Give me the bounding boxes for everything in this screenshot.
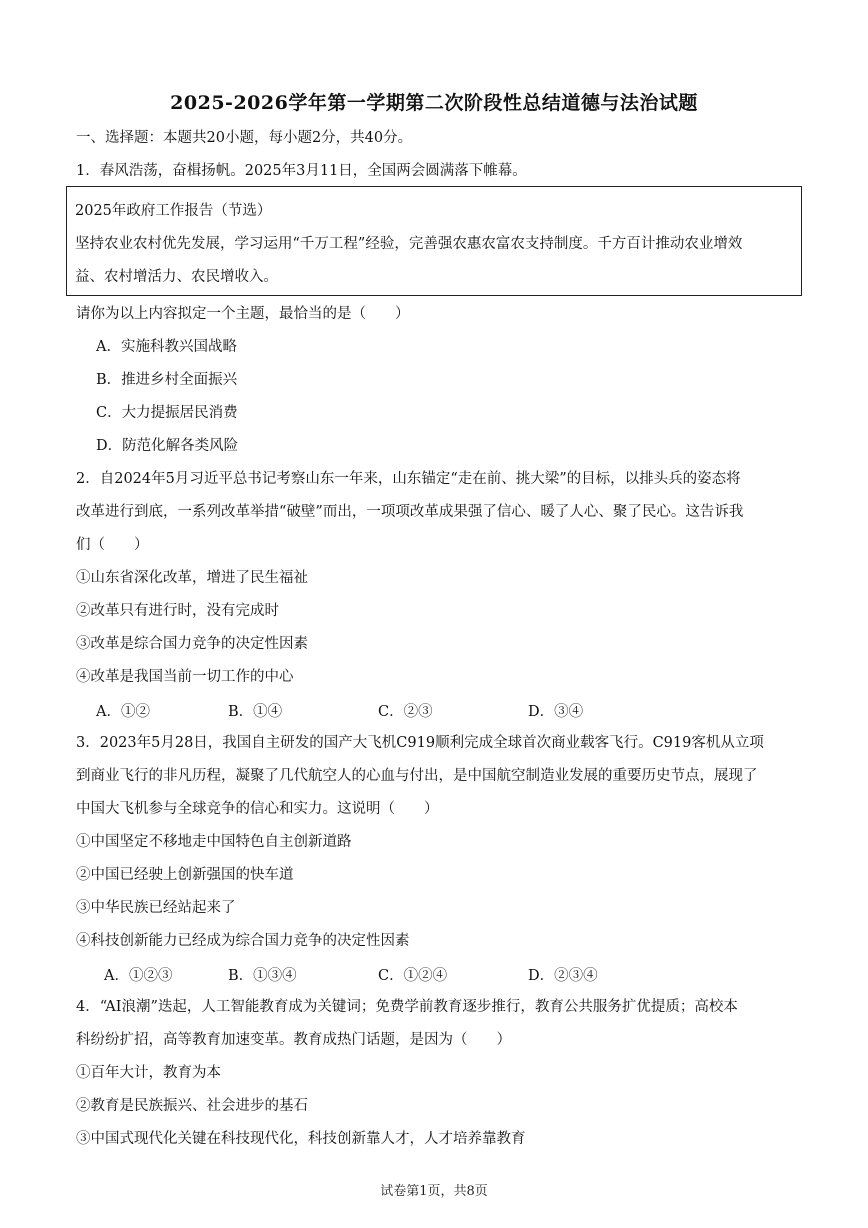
q1-option-a[interactable]: A．实施科教兴国战略 (96, 339, 237, 355)
q3-line1: 3．2023年5月28日，我国自主研发的国产大飞机C919顺利完成全球首次商业载客飞行。C919客机从立项 (76, 735, 764, 751)
q2-option-b[interactable]: B．①④ (228, 704, 283, 720)
q4-line2: 科纷纷扩招，高等教育加速变革。教育成热门话题，是因为（ ） (76, 1032, 511, 1048)
q2-option-a[interactable]: A．①② (96, 704, 150, 720)
q3-item-3: ③中华民族已经站起来了 (76, 900, 236, 916)
q2-item-2: ②改革只有进行时，没有完成时 (76, 603, 279, 619)
q1-box-line1: 坚持农业农村优先发展，学习运用“千万工程”经验，完善强农惠农富农支持制度。千方百计推动农业增效 (75, 236, 743, 252)
q4-item-1: ①百年大计，教育为本 (76, 1065, 221, 1081)
q2-line1: 2．自2024年5月习近平总书记考察山东一年来，山东锚定“走在前、挑大梁”的目标，以排头兵的姿态将 (76, 471, 741, 487)
q2-option-c[interactable]: C．②③ (378, 704, 433, 720)
q3-item-2: ②中国已经驶上创新强国的快车道 (76, 867, 294, 883)
q4-item-2: ②教育是民族振兴、社会进步的基石 (76, 1098, 308, 1114)
q1-option-b[interactable]: B．推进乡村全面振兴 (96, 372, 238, 388)
q3-line2: 到商业飞行的非凡历程，凝聚了几代航空人的心血与付出，是中国航空制造业发展的重要历史节点，展现了 (76, 768, 758, 784)
q3-item-1: ①中国坚定不移地走中国特色自主创新道路 (76, 834, 352, 850)
q3-item-4: ④科技创新能力已经成为综合国力竞争的决定性因素 (76, 933, 410, 949)
q2-item-3: ③改革是综合国力竞争的决定性因素 (76, 636, 308, 652)
q2-item-1: ①山东省深化改革，增进了民生福祉 (76, 570, 308, 586)
q1-ask: 请你为以上内容拟定一个主题，最恰当的是（ ） (76, 306, 410, 322)
q2-line2: 改革进行到底，一系列改革举措“破壁”而出，一项项改革成果强了信心、暖了人心、聚了民心。这告诉我 (76, 504, 744, 520)
q1-box-line2: 益、农村增活力、农民增收入。 (75, 269, 278, 285)
q1-option-d[interactable]: D．防范化解各类风险 (96, 438, 239, 454)
q4-line1: 4．“AI浪潮”迭起，人工智能教育成为关键词；免费学前教育逐步推行，教育公共服务扩优提质；高校本 (76, 999, 738, 1015)
q3-option-a[interactable]: A．①②③ (104, 968, 173, 984)
section-heading: 一、选择题：本题共20小题，每小题2分，共40分。 (76, 130, 413, 146)
q1-material-box (66, 186, 802, 296)
page-footer: 试卷第1页，共8页 (380, 1184, 488, 1199)
q3-option-d[interactable]: D．②③④ (528, 968, 598, 984)
q1-stem: 1．春风浩荡，奋楫扬帆。2025年3月11日，全国两会圆满落下帷幕。 (76, 163, 527, 179)
q1-box-title: 2025年政府工作报告（节选） (75, 203, 272, 219)
q4-item-3: ③中国式现代化关键在科技现代化，科技创新靠人才，人才培养靠教育 (76, 1131, 526, 1147)
q3-option-c[interactable]: C．①②④ (378, 968, 448, 984)
q2-option-d[interactable]: D．③④ (528, 704, 584, 720)
q2-line3: 们（ ） (76, 537, 149, 553)
q3-line3: 中国大飞机参与全球竞争的信心和实力。这说明（ ） (76, 801, 439, 817)
q1-option-c[interactable]: C．大力提振居民消费 (96, 405, 238, 421)
q3-option-b[interactable]: B．①③④ (228, 968, 297, 984)
q2-item-4: ④改革是我国当前一切工作的中心 (76, 669, 294, 685)
exam-title: 2025-2026学年第一学期第二次阶段性总结道德与法治试题 (170, 92, 698, 114)
